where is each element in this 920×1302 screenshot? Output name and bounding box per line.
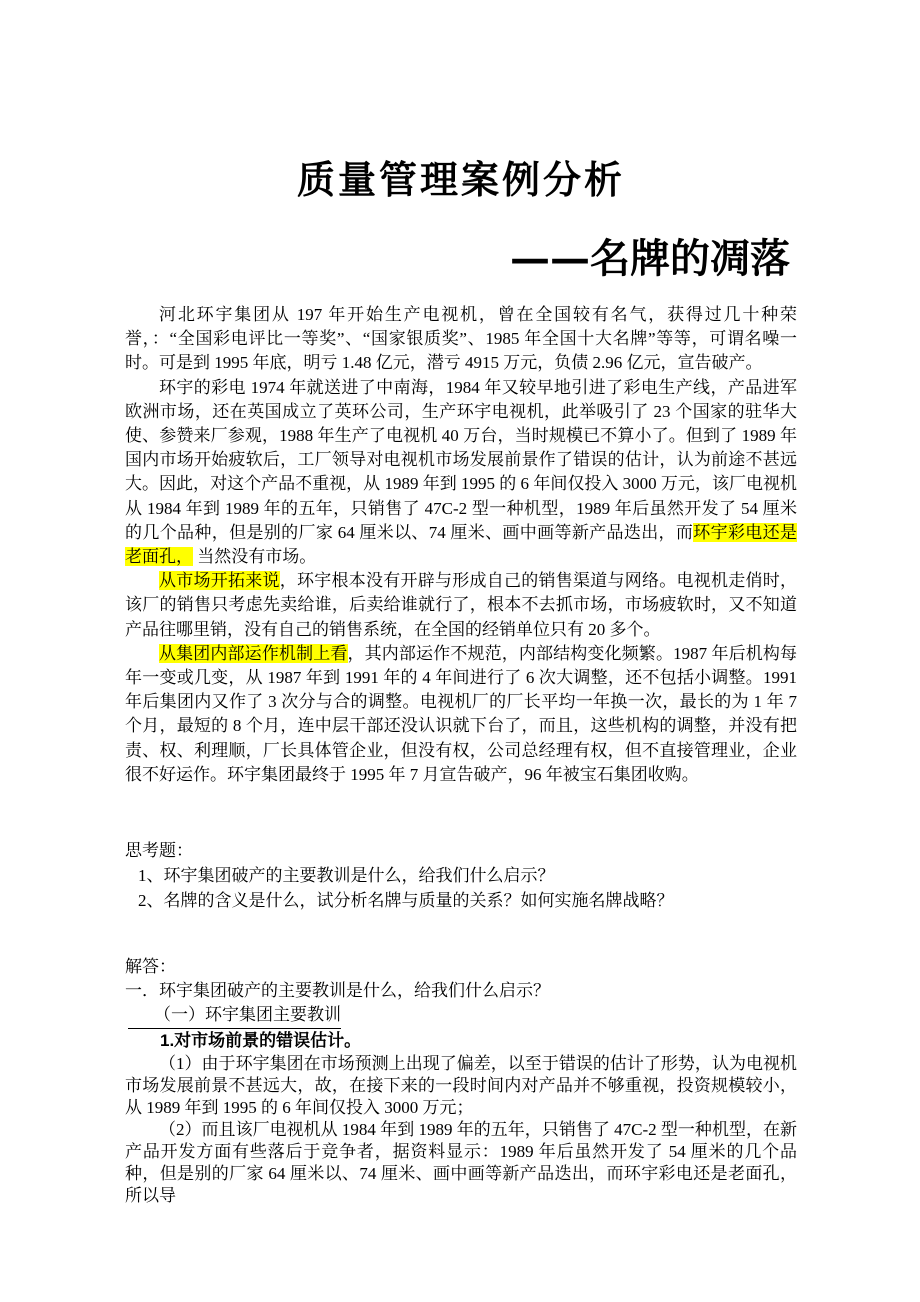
answer-paragraphs — [125, 1053, 797, 1207]
answer-paragraph: （2）而且该厂电视机从 1984 年到 1989 年的五年，只销售了 47C-2 型一种机型，在新产品开发方面有些落后于竞争者，据资料显示：1989 年后虽然开发了 54 厘米的几个品种，但是别的厂家 64 厘米以、74 厘米、画中画等新产品迭出，而环宇彩电还是老面孔，所以导 — [125, 1120, 797, 1205]
answer-subheading-underlined: （一）环宇集团主要教训 — [128, 1003, 341, 1029]
questions-section — [125, 838, 797, 913]
paragraph — [125, 303, 797, 376]
highlighted-text: 从集团内部运作机制上看 — [159, 643, 348, 663]
question-item: 1、环宇集团破产的主要教训是什么，给我们什么启示？ — [138, 866, 555, 885]
document-title: 质量管理案例分析 — [296, 157, 625, 202]
questions-heading: 思考题： — [125, 841, 193, 860]
document-body — [125, 303, 797, 787]
text-run: 河北环宇集团从 197 年开始生产电视机，曾在全国较有名气，获得过几十种荣誉，：“全国彩电评比一等奖”、“国家银质奖”、1985 年全国十大名牌”等等，可谓名噪一时。可是到 1995 年底，明亏 1.48 亿元，潜亏 4915 万元，负债 2.96 亿元，宣告破产。 — [125, 305, 797, 373]
document-subtitle: ——名牌的凋落 — [510, 235, 790, 282]
text-run: ，其内部运作不规范，内部结构变化频繁。1987 年后机构每年一变或几变，从 1987 年到 1991 年的 4 年间进行了 6 次大调整，还不包括小调整。1991 年后集团内又作了 3 次分与合的调整。电视机厂的厂长平均一年换一次，最长的为 1 年 7 个月，最短的 8 个月，连中层干部还没认识就下台了，而且，这些机构的调整，并没有把责、权、利理顺，厂长具体管企业，但没有权，公司总经理有权，但不直接管理业，企业很不好运作。环宇集团最终于 1995 年 7 月宣告破产，96 年被宝石集团收购。 — [125, 643, 798, 784]
answers-section — [125, 955, 797, 1207]
paragraph — [125, 376, 797, 570]
text-run: 环宇的彩电 1974 年就送进了中南海，1984 年又较早地引进了彩电生产线，产品进军欧洲市场，还在英国成立了英环公司，生产环宇电视机，此举吸引了 23 个国家的驻华大使、参赞来厂参观，1988 年生产了电视机 40 万台，当时规模已不算小了。但到了 1989 年国内市场开始疲软后，工厂领导对电视机市场发展前景作了错误的估计，认为前途不甚远大。因此，对这个产品不重视，从 1989 年到 1995 的 6 年间仅投入 3000 万元，该厂电视机从 1984 年到 1989 年的五年，只销售了 47C-2 型一种机型，1989 年后虽然开发了 54 厘米的几个品种，但是别的厂家 64 厘米以、74 厘米、画中画等新产品迭出，而 — [125, 377, 797, 542]
highlighted-text: 从市场开拓来说 — [159, 571, 280, 591]
text-run: 当然没有市场。 — [193, 547, 317, 567]
highlighted-text: 环宇彩电还是老面孔， — [125, 522, 798, 567]
answer-subheading-row — [128, 1003, 797, 1029]
questions-list — [125, 863, 797, 913]
text-run: ，环宇根本没有开辟与形成自己的销售渠道与网络。电视机走俏时，该厂的销售只考虑先卖给谁，后卖给谁就行了，根本不去抓市场，市场疲软时，又不知道产品往哪里销，没有自己的销售系统，在全国的经销单位只有 20 多个。 — [125, 571, 797, 639]
answer-main-question: 一．环宇集团破产的主要教训是什么，给我们什么启示？ — [125, 981, 550, 1000]
answer-point-heading: 1.对市场前景的错误估计。 — [160, 1031, 362, 1050]
question-item: 2、名牌的含义是什么，试分析名牌与质量的关系？如何实施名牌战略？ — [138, 891, 674, 910]
answer-paragraph: （1）由于环宇集团在市场预测上出现了偏差，以至于错误的估计了形势，认为电视机市场发展前景不甚远大，故，在接下来的一段时间内对产品并不够重视，投资规模较小，从 1989 年到 1995 的 6 年间仅投入 3000 万元； — [125, 1054, 797, 1117]
paragraph — [125, 569, 797, 642]
answers-heading: 解答： — [125, 957, 176, 976]
paragraph — [125, 642, 797, 787]
